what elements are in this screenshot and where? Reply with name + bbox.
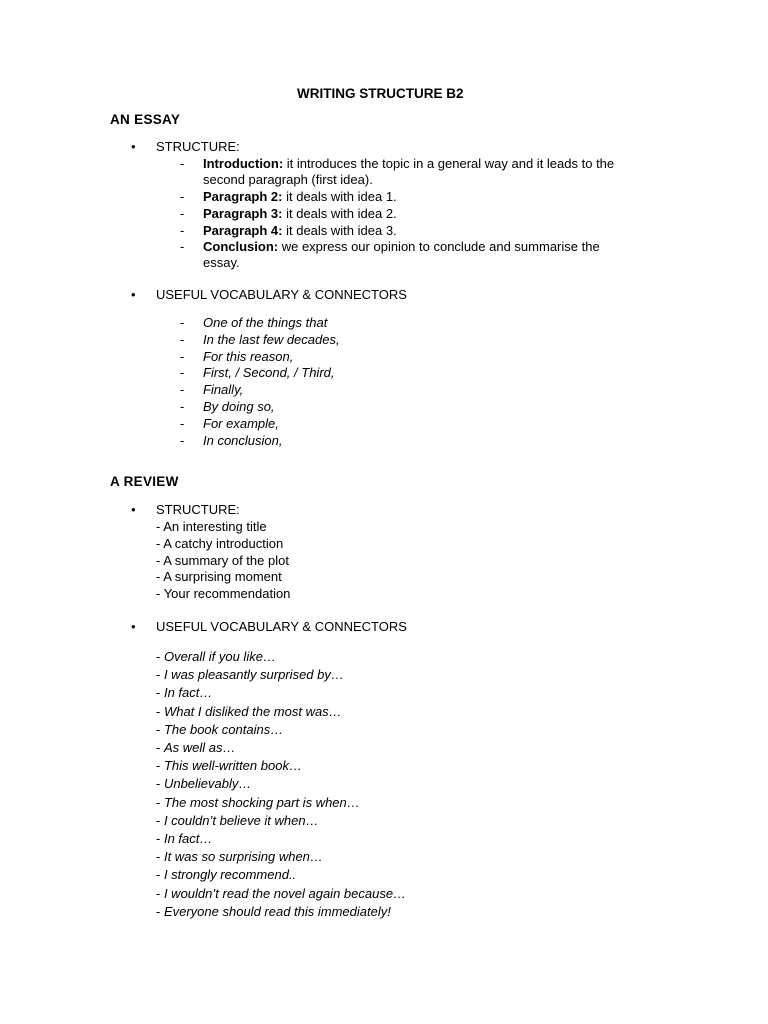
list-dash: - (180, 432, 185, 448)
review-vocab-item-text: The most shocking part is when… (163, 794, 360, 810)
review-vocab-item (156, 849, 323, 865)
review-structure-label: STRUCTURE: (156, 502, 240, 517)
essay-structure-item-label: Paragraph 4: (203, 223, 283, 238)
list-dash: - (180, 331, 185, 347)
review-vocab-item-text: The book contains… (163, 721, 284, 737)
review-vocab-item-text: In fact… (163, 831, 213, 846)
review-vocab-item (156, 831, 212, 847)
review-vocab-item-text: In fact… (163, 685, 213, 701)
list-dash: - (180, 365, 185, 381)
list-dash: - (156, 794, 164, 810)
essay-structure-item-text: it deals with idea 1. (282, 189, 397, 204)
review-vocab-item (156, 685, 212, 701)
essay-structure-item-text: it deals with idea 2. (282, 206, 397, 221)
list-dash: - (156, 903, 164, 919)
review-vocab-item (156, 886, 406, 902)
essay-vocab-label: USEFUL VOCABULARY & CONNECTORS (156, 287, 407, 302)
review-vocab-item (156, 867, 296, 883)
review-vocab-item (156, 722, 283, 738)
list-dash: - (180, 315, 185, 330)
review-vocab-item-text: I strongly recommend.. (163, 867, 297, 883)
review-vocab-item-text: I couldn’t believe it when… (163, 812, 319, 828)
list-dash: - (156, 812, 164, 828)
essay-structure-item-text: we express our opinion to conclude and summarise the (278, 239, 600, 254)
review-vocab-item (156, 904, 391, 920)
list-dash: - (180, 382, 185, 398)
essay-vocab-item: For example, (203, 415, 279, 431)
essay-vocab-item: One of the things that (203, 315, 328, 330)
list-dash: - (180, 239, 185, 254)
essay-heading: AN ESSAY (110, 112, 181, 127)
essay-structure-item-label: Paragraph 3: (203, 206, 283, 221)
review-structure-item: - A summary of the plot (156, 552, 289, 568)
list-dash: - (156, 721, 164, 737)
review-vocab-item (156, 813, 319, 829)
essay-vocab-item: By doing so, (203, 399, 275, 414)
bullet-icon: • (131, 287, 136, 302)
essay-structure-item (203, 223, 397, 239)
essay-structure-item-text: it introduces the topic in a general way and it leads to the (283, 156, 615, 171)
list-dash: - (180, 189, 185, 204)
review-vocab-item (156, 740, 235, 756)
bullet-icon: • (131, 139, 136, 154)
review-vocab-item (156, 776, 251, 792)
list-dash: - (156, 831, 164, 846)
review-structure-item: - A catchy introduction (156, 535, 284, 551)
list-dash: - (180, 156, 185, 171)
page-title: WRITING STRUCTURE B2 (297, 86, 464, 101)
essay-structure-item-continuation: second paragraph (first idea). (203, 172, 373, 187)
review-vocab-item (156, 649, 276, 665)
list-dash: - (156, 703, 164, 719)
essay-structure-item-continuation: essay. (203, 255, 240, 270)
essay-vocab-item: In conclusion, (203, 432, 283, 448)
list-dash: - (156, 685, 164, 701)
essay-structure-item (203, 156, 614, 172)
review-vocab-item (156, 758, 302, 774)
essay-vocab-item: For this reason, (203, 348, 294, 364)
list-dash: - (180, 399, 185, 414)
essay-structure-item-label: Introduction: (203, 156, 284, 171)
review-vocab-item-text: It was so surprising when… (163, 849, 323, 865)
review-vocab-item-text: Unbelievably… (163, 776, 252, 792)
list-dash: - (156, 849, 164, 865)
review-structure-item: - A surprising moment (156, 569, 282, 585)
review-vocab-label: USEFUL VOCABULARY & CONNECTORS (156, 619, 407, 634)
essay-structure-item-text: it deals with idea 3. (282, 223, 397, 238)
review-vocab-item-text: Overall if you like… (163, 649, 276, 664)
list-dash: - (180, 206, 185, 221)
essay-structure-item-label: Conclusion: (203, 239, 279, 254)
essay-structure-item (203, 206, 397, 222)
review-heading: A REVIEW (110, 474, 179, 489)
review-vocab-item (156, 704, 342, 720)
review-structure-item: - Your recommendation (156, 586, 291, 602)
list-dash: - (156, 740, 164, 755)
essay-vocab-item: Finally, (203, 382, 244, 398)
review-vocab-item-text: This well-written book… (163, 758, 302, 774)
bullet-icon: • (131, 619, 136, 634)
list-dash: - (180, 223, 185, 238)
list-dash: - (180, 348, 185, 364)
essay-structure-label: STRUCTURE: (156, 139, 240, 154)
review-vocab-item (156, 667, 344, 683)
essay-structure-item-label: Paragraph 2: (203, 189, 283, 204)
list-dash: - (156, 867, 164, 883)
list-dash: - (156, 667, 164, 683)
review-vocab-item-text: I wouldn’t read the novel again because… (163, 885, 407, 901)
review-vocab-item-text: I was pleasantly surprised by… (163, 667, 344, 683)
list-dash: - (156, 885, 164, 901)
list-dash: - (180, 415, 185, 431)
review-vocab-item-text: As well as… (163, 740, 236, 755)
review-vocab-item-text: Everyone should read this immediately! (163, 903, 391, 919)
essay-structure-item (203, 239, 600, 255)
essay-vocab-item: In the last few decades, (203, 331, 340, 347)
review-vocab-item (156, 795, 360, 811)
essay-structure-item (203, 189, 397, 205)
review-structure-item: - An interesting title (156, 519, 267, 534)
review-vocab-item-text: What I disliked the most was… (163, 703, 342, 719)
bullet-icon: • (131, 502, 136, 517)
list-dash: - (156, 649, 164, 664)
list-dash: - (156, 776, 164, 792)
essay-vocab-item: First, / Second, / Third, (203, 365, 335, 381)
list-dash: - (156, 758, 164, 774)
